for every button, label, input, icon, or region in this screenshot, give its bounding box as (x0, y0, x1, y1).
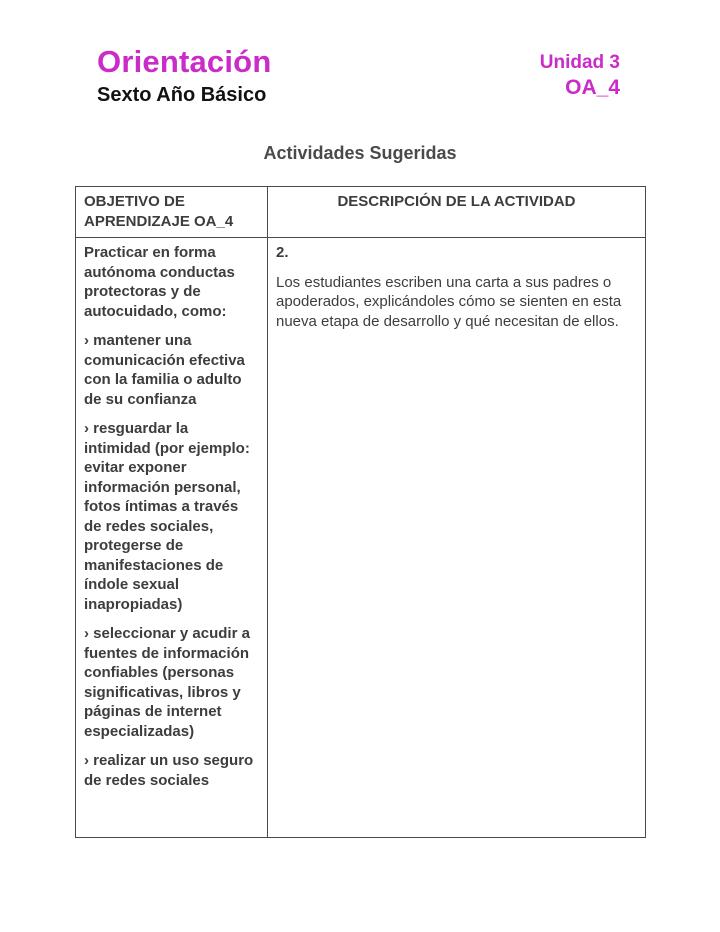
description-header-cell: DESCRIPCIÓN DE LA ACTIVIDAD (268, 187, 646, 238)
description-cell (268, 238, 646, 838)
objective-header-cell: OBJETIVO DE APRENDIZAJE OA_4 (76, 187, 268, 238)
objective-bullet-1: › mantener una comunicación efectiva con la familia o adulto de su confianza (84, 332, 245, 408)
unit-info (540, 52, 620, 102)
objective-bullet-3: › seleccionar y acudir a fuentes de información confiables (personas significativas, libros y páginas de internet especializadas) (84, 625, 250, 740)
objective-cell (76, 238, 268, 838)
document-subtitle: Sexto Año Básico (97, 84, 267, 106)
activities-table (75, 186, 646, 838)
objective-bullet-2: › resguardar la intimidad (por ejemplo: evitar exponer información personal, fotos íntimas a través de redes sociales, protegerse de manifestaciones de índole sexual inapropiadas) (84, 420, 250, 613)
objective-intro: Practicar en forma autónoma conductas protectoras y de autocuidado, como: (84, 244, 235, 320)
section-title: Actividades Sugeridas (263, 143, 457, 163)
activity-description: Los estudiantes escriben una carta a sus padres o apoderados, explicándoles cómo se sienten en esta nueva etapa de desarrollo y qué necesitan de ellos. (276, 273, 622, 330)
table-body-row (76, 238, 646, 838)
oa-label: OA_4 (565, 76, 620, 99)
objective-bullet-4: › realizar un uso seguro de redes sociales (84, 752, 254, 789)
document-title: Orientación (97, 44, 272, 79)
table-header-row (76, 187, 646, 238)
unit-label: Unidad 3 (539, 52, 620, 73)
activity-number: 2. (276, 244, 289, 261)
